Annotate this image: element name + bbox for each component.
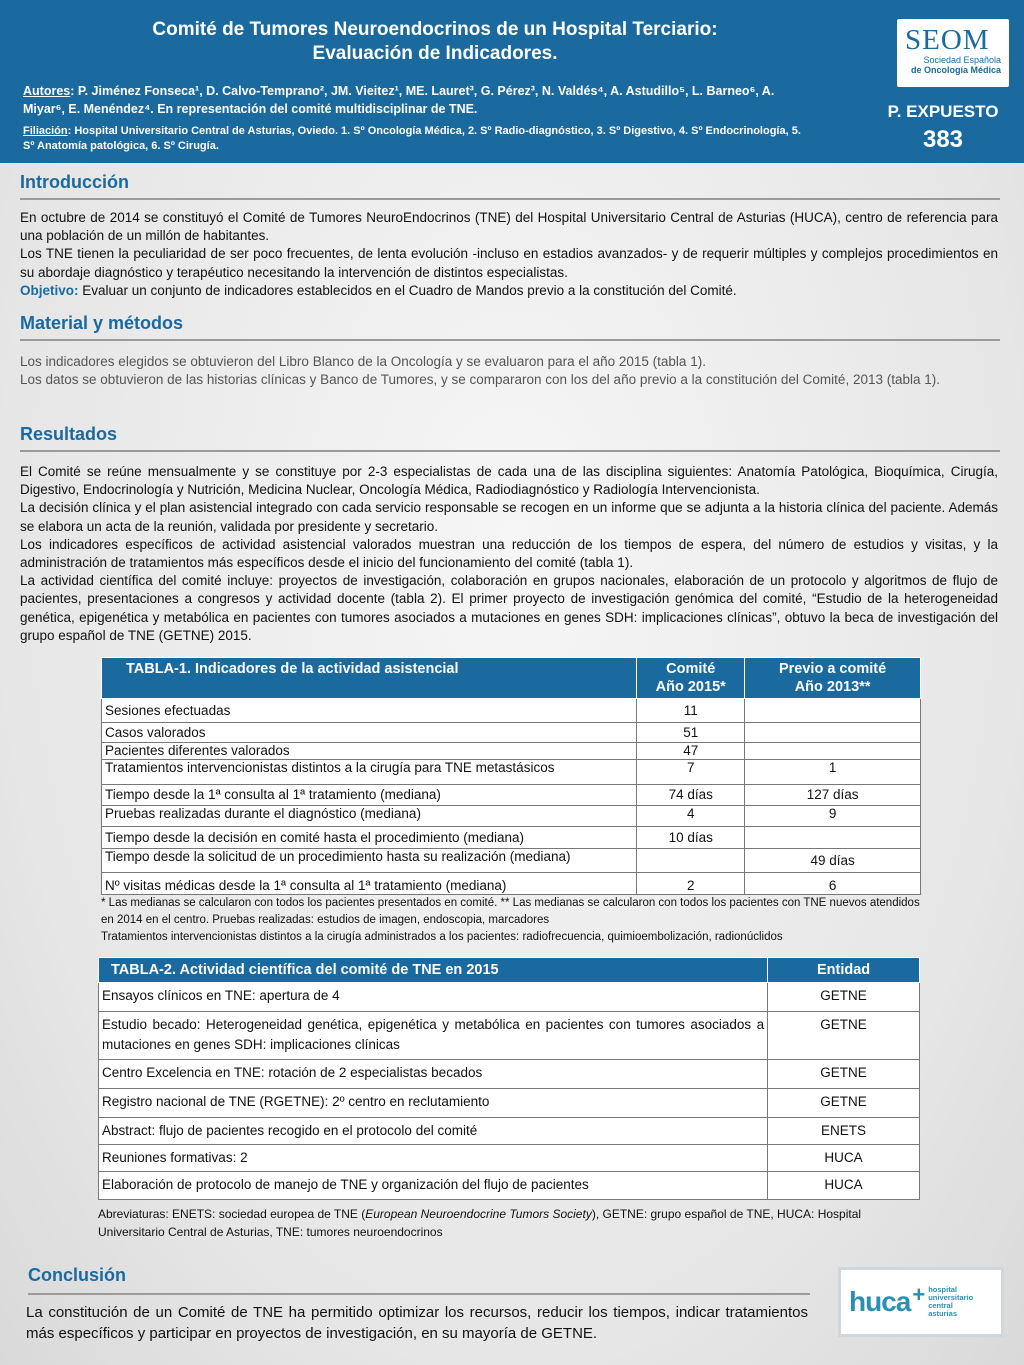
methods-divider — [20, 339, 1000, 341]
results-body — [20, 463, 998, 645]
intro-paragraph-2: Los TNE tienen la peculiaridad de ser poco frecuentes, de lenta evolución -incluso en estadios avanzados- y de requerir múltiples y complejos procedimientos en su abordaje diagnóstico y terapéutico necesitando la intervención de distintos especialistas. — [20, 246, 998, 280]
affiliation — [23, 124, 813, 154]
table-1-header-comite-l2: Año 2015* — [655, 679, 726, 695]
results-paragraph-4: La actividad científica del comité incluye: proyectos de investigación, colaboración en grupos nacionales, elaboración de un protocolo y algoritmos de flujo de pacientes, presentaciones a congresos y actividad docente (tabla 2). El primer proyecto de investigación genómica del comité, “Estudio de la heterogeneidad genética, epigenética y metabólica en pacientes con tumores asociados a mutaciones en genes SDH: implicaciones clínicas”, obtuvo la beca de investigación del grupo español de TNE (GETNE) 2015. — [20, 573, 998, 643]
table-2-header-entity: Entidad — [768, 958, 920, 983]
table-1 — [101, 657, 921, 895]
table-row — [99, 1089, 920, 1118]
seom-logo-sub2: de Oncología Médica — [910, 65, 1001, 75]
poster-label: P. EXPUESTO — [887, 102, 999, 121]
table-row — [99, 1118, 920, 1145]
authors — [23, 82, 813, 118]
row-comite: 7 — [637, 760, 745, 785]
row-label: Abstract: flujo de pacientes recogido en el protocolo del comité — [99, 1118, 768, 1145]
row-label: Tiempo desde la solicitud de un procedimiento hasta su realización (mediana) — [102, 849, 637, 873]
table-1-notes — [101, 895, 921, 946]
table-row — [99, 983, 920, 1012]
table-row — [99, 1060, 920, 1089]
huca-logo — [838, 1267, 1004, 1337]
title-line-2: Evaluación de Indicadores. — [312, 43, 558, 64]
table-2 — [98, 957, 920, 1200]
results-heading: Resultados — [20, 424, 118, 444]
intro-paragraph-1: En octubre de 2014 se constituyó el Comité de Tumores NeuroEndocrinos (TNE) del Hospital Universitario Central de Asturias (HUCA), centro de referencia para una población de un millón de habitantes. — [20, 210, 998, 244]
row-label: Pacientes diferentes valorados — [102, 743, 637, 760]
conclusion-text: La constitución de un Comité de TNE ha permitido optimizar los recursos, reducir los tiempos, indicar tratamientos más específicos y participar en proyectos de investigación, en su mayoría de GETNE. — [26, 1304, 808, 1342]
methods-paragraph-1: Los indicadores elegidos se obtuvieron del Libro Blanco de la Oncología y se evaluaron para el año 2015 (tabla 1). — [20, 354, 706, 369]
huca-line-3: asturias — [928, 1309, 957, 1318]
objective — [20, 282, 998, 300]
row-previo: 9 — [745, 806, 921, 827]
authors-label: Autores — [23, 84, 71, 98]
header-banner — [0, 0, 1024, 163]
row-previo — [745, 723, 921, 743]
table-row — [102, 806, 921, 827]
table-row — [102, 743, 921, 760]
row-previo: 1 — [745, 760, 921, 785]
table-row — [99, 1172, 920, 1200]
table-row — [99, 1012, 920, 1060]
table-2-abbreviations — [98, 1205, 920, 1241]
objective-label: Objetivo: — [20, 282, 79, 298]
affiliation-label: Filiación — [23, 125, 68, 137]
seom-logo-sub1: Sociedad Española — [923, 55, 1001, 65]
poster-number: 383 — [922, 126, 964, 153]
row-label: Nº visitas médicas desde la 1ª consulta al 1ª tratamiento (mediana) — [102, 873, 637, 895]
row-entity: HUCA — [768, 1172, 920, 1200]
row-entity: HUCA — [768, 1145, 920, 1172]
row-label: Tiempo desde la decisión en comité hasta el procedimiento (mediana) — [102, 827, 637, 849]
row-comite: 4 — [637, 806, 745, 827]
conclusion-heading: Conclusión — [28, 1265, 126, 1285]
row-label: Registro nacional de TNE (RGETNE): 2º centro en reclutamiento — [99, 1089, 768, 1118]
intro-body — [20, 209, 998, 300]
results-paragraph-1: El Comité se reúne mensualmente y se constituye por 2-3 especialistas de cada una de las disciplina siguientes: Anatomía Patológica, Bioquímica, Cirugía, Digestivo, Endocrinología y Nutrición, Medicina Nuclear, Oncología Médica, Radiodiagnóstico y Radiología Intervencionista. — [20, 464, 998, 498]
huca-logo-word: huca — [849, 1286, 911, 1317]
table-row — [102, 699, 921, 723]
row-label: Estudio becado: Heterogeneidad genética, epigenética y metabólica en pacientes con tumores asociados a mutaciones en genes SDH: implicaciones clínicas — [99, 1012, 768, 1060]
table-row — [102, 723, 921, 743]
row-label: Casos valorados — [102, 723, 637, 743]
abbr-post: ), GETNE: grupo español de TNE, HUCA: Hospital Universitario Central de Asturias, TNE: tumores neuroendocrinos — [98, 1207, 862, 1239]
row-comite: 51 — [637, 723, 745, 743]
results-paragraph-3: Los indicadores específicos de actividad asistencial valorados muestran una reducción de los tiempos de espera, del número de estudios y visitas, y la administración de tratamientos más específicos desde el inicio del funcionamiento del comité (tabla 1). — [20, 536, 998, 571]
row-label: Ensayos clínicos en TNE: apertura de 4 — [99, 983, 768, 1012]
table-1-header-row — [102, 658, 921, 699]
table-row — [102, 873, 921, 895]
affiliation-text: : Hospital Universitario Central de Asturias, Oviedo. 1. Sº Oncología Médica, 2. Sº Radio-diagnóstico, 3. Sº Digestivo, 4. Sº Endocrinología, 5. Sº Anatomía patológica, 6. Sº Cirugía. — [23, 125, 801, 152]
title-line-1: Comité de Tumores Neuroendocrinos de un Hospital Terciario: — [152, 19, 718, 40]
intro-heading: Introducción — [20, 172, 129, 192]
row-comite: 10 días — [637, 827, 745, 849]
row-comite: 47 — [637, 743, 745, 760]
huca-line-2: universitario central — [928, 1293, 974, 1310]
row-entity: GETNE — [768, 1012, 920, 1060]
table-row — [102, 785, 921, 806]
table-2-header-row — [99, 958, 920, 983]
huca-plus-icon: + — [912, 1282, 926, 1307]
row-previo: 127 días — [745, 785, 921, 806]
row-label: Pruebas realizadas durante el diagnóstico (mediana) — [102, 806, 637, 827]
row-entity: GETNE — [768, 983, 920, 1012]
results-divider — [20, 450, 1000, 452]
huca-line-1: hospital — [928, 1285, 957, 1294]
row-comite: 74 días — [637, 785, 745, 806]
table-1-header-previo — [745, 658, 921, 699]
table-1-note-1: * Las medianas se calcularon con todos los pacientes presentados en comité. ** Las medianas se calcularon con todos los pacientes con TNE nuevos atendidos en 2014 en el centro. Pruebas realizadas: estudios de imagen, endoscopia, marcadores — [101, 897, 920, 926]
row-previo — [745, 699, 921, 723]
row-label: Elaboración de protocolo de manejo de TNE y organización del flujo de pacientes — [99, 1172, 768, 1200]
seom-logo-text: SEOM — [905, 24, 990, 56]
abbr-pre: Abreviaturas: ENETS: sociedad europea de TNE ( — [98, 1207, 366, 1221]
table-row — [99, 1145, 920, 1172]
row-label: Tratamientos intervencionistas distintos a la cirugía para TNE metastásicos — [102, 760, 637, 785]
huca-logo-sub — [928, 1286, 993, 1318]
methods-heading: Material y métodos — [20, 313, 184, 333]
methods-body — [20, 353, 998, 389]
methods-paragraph-2: Los datos se obtuvieron de las historias clínicas y Banco de Tumores, y se compararon con los del año previo a la constitución del Comité, 2013 (tabla 1). — [20, 372, 940, 388]
row-label: Tiempo desde la 1ª consulta al 1ª tratamiento (mediana) — [102, 785, 637, 806]
row-entity: GETNE — [768, 1060, 920, 1089]
intro-divider — [20, 198, 1000, 200]
row-label: Reuniones formativas: 2 — [99, 1145, 768, 1172]
row-entity: GETNE — [768, 1089, 920, 1118]
row-label: Centro Excelencia en TNE: rotación de 2 especialistas becados — [99, 1060, 768, 1089]
row-previo: 6 — [745, 873, 921, 895]
seom-logo — [897, 19, 1009, 87]
row-label: Sesiones efectuadas — [102, 699, 637, 723]
row-entity: ENETS — [768, 1118, 920, 1145]
table-row — [102, 849, 921, 873]
table-1-header-previo-l2: Año 2013** — [794, 679, 871, 695]
table-2-header-activity: TABLA-2. Actividad científica del comité de TNE en 2015 — [99, 958, 768, 983]
abbr-italic: European Neuroendocrine Tumors Society — [365, 1207, 592, 1221]
row-comite: 2 — [637, 873, 745, 895]
row-previo — [745, 743, 921, 760]
table-1-header-comite-l1: Comité — [666, 661, 716, 677]
table-row — [102, 827, 921, 849]
table-1-header-previo-l1: Previo a comité — [778, 661, 887, 677]
row-comite — [637, 849, 745, 873]
table-row — [102, 760, 921, 785]
results-paragraph-2: La decisión clínica y el plan asistencial integrado con cada servicio responsable se recogen en un informe que se adjunta a la historia clínica del paciente. Además se elabora un acta de la reunión, validada por presidente y secretario. — [20, 500, 998, 534]
conclusion-divider — [28, 1293, 810, 1295]
objective-text: Evaluar un conjunto de indicadores establecidos en el Cuadro de Mandos previo a la constitución del Comité. — [78, 282, 737, 298]
row-comite: 11 — [637, 699, 745, 723]
table-1-header-indicator: TABLA-1. Indicadores de la actividad asistencial — [102, 658, 637, 699]
table-1-note-2: Tratamientos intervencionistas distintos a la cirugía administrados a los pacientes: radiofrecuencia, quimioembolización, radionúclidos — [101, 931, 783, 943]
poster-title — [60, 18, 810, 66]
row-previo: 49 días — [745, 849, 921, 873]
row-previo — [745, 827, 921, 849]
table-1-header-comite — [637, 658, 745, 699]
authors-text: : P. Jiménez Fonseca¹, D. Calvo-Temprano², JM. Vieitez¹, ME. Lauret³, G. Pérez³, N. Valdés⁴, A. Astudillo⁵, L. Barneo⁶, A. Miyar⁶, E. Menéndez⁴. En representación del comité multidisciplinar de TNE. — [23, 84, 775, 116]
